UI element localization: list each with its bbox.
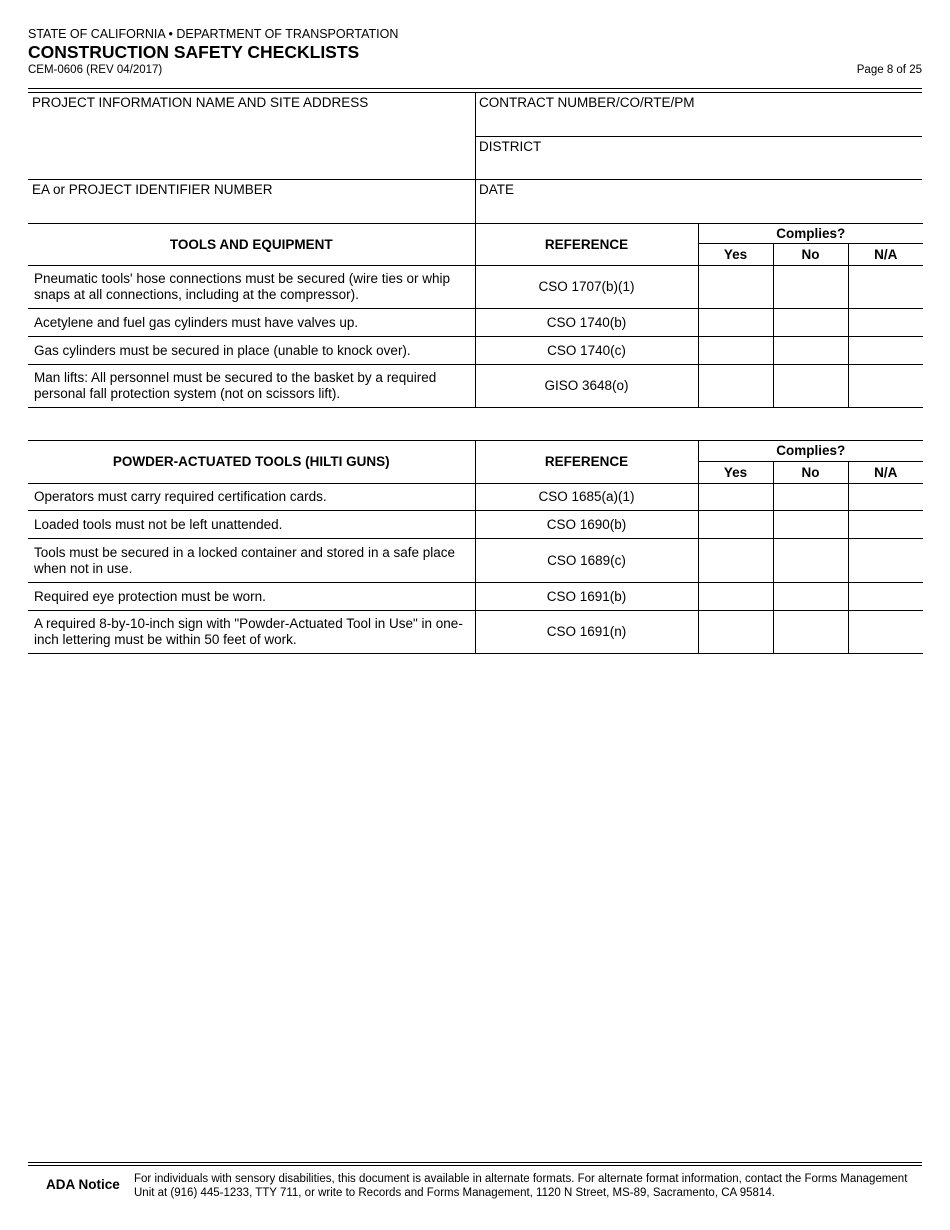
complies-heading: Complies? xyxy=(698,224,923,244)
ada-notice-label: ADA Notice xyxy=(46,1177,120,1192)
yes-checkbox[interactable] xyxy=(698,539,773,583)
no-checkbox[interactable] xyxy=(773,337,848,365)
powder-actuated-tools-table xyxy=(28,440,923,654)
no-heading: No xyxy=(773,244,848,266)
powder-tools-heading: POWDER-ACTUATED TOOLS (HILTI GUNS) xyxy=(28,441,475,484)
reference-code: CSO 1740(c) xyxy=(475,337,698,365)
contract-number-field[interactable]: CONTRACT NUMBER/CO/RTE/PM xyxy=(479,95,695,110)
table-row xyxy=(28,539,923,583)
requirement-text: Tools must be secured in a locked container and stored in a safe place when not in use. xyxy=(28,539,475,583)
na-checkbox[interactable] xyxy=(848,337,923,365)
reference-heading: REFERENCE xyxy=(475,224,698,266)
reference-code: CSO 1740(b) xyxy=(475,309,698,337)
na-checkbox[interactable] xyxy=(848,539,923,583)
no-checkbox[interactable] xyxy=(773,539,848,583)
na-checkbox[interactable] xyxy=(848,611,923,654)
yes-checkbox[interactable] xyxy=(698,583,773,611)
ada-notice-footer xyxy=(28,1162,922,1199)
requirement-text: Pneumatic tools' hose connections must be secured (wire ties or whip snaps at all connections, including at the compressor). xyxy=(28,266,475,309)
ada-notice-text: For individuals with sensory disabilities, this document is available in alternate formats. For alternate format information, contact the Forms Management Unit at (916) 445-1233, TTY 711, or write to Records and Forms Management, 1120 N Street, MS-89, Sacramento, CA 95814. xyxy=(134,1173,908,1199)
requirement-text: Man lifts: All personnel must be secured to the basket by a required personal fall protection system (not on scissors lift). xyxy=(28,365,475,408)
reference-code: CSO 1685(a)(1) xyxy=(475,484,698,511)
tools-equipment-table xyxy=(28,223,923,408)
requirement-text: Loaded tools must not be left unattended. xyxy=(28,511,475,539)
na-checkbox[interactable] xyxy=(848,266,923,309)
na-heading: N/A xyxy=(848,462,923,484)
date-field[interactable]: DATE xyxy=(479,182,515,197)
complies-heading: Complies? xyxy=(698,441,923,462)
page-number: Page 8 of 25 xyxy=(856,64,922,76)
form-header xyxy=(28,27,922,77)
na-checkbox[interactable] xyxy=(848,309,923,337)
requirement-text: A required 8-by-10-inch sign with "Powder-Actuated Tool in Use" in one-inch lettering must be within 50 feet of work. xyxy=(28,611,475,654)
table-row xyxy=(28,337,923,365)
requirement-text: Operators must carry required certification cards. xyxy=(28,484,475,511)
na-checkbox[interactable] xyxy=(848,365,923,408)
form-number: CEM-0606 (REV 04/2017) xyxy=(28,64,163,76)
yes-checkbox[interactable] xyxy=(698,365,773,408)
no-heading: No xyxy=(773,462,848,484)
yes-checkbox[interactable] xyxy=(698,484,773,511)
project-name-field[interactable]: PROJECT INFORMATION NAME AND SITE ADDRESS xyxy=(32,95,369,110)
yes-heading: Yes xyxy=(698,244,773,266)
reference-code: CSO 1707(b)(1) xyxy=(475,266,698,309)
na-checkbox[interactable] xyxy=(848,583,923,611)
yes-heading: Yes xyxy=(698,462,773,484)
reference-code: CSO 1690(b) xyxy=(475,511,698,539)
reference-code: CSO 1689(c) xyxy=(475,539,698,583)
yes-checkbox[interactable] xyxy=(698,337,773,365)
requirement-text: Gas cylinders must be secured in place (unable to knock over). xyxy=(28,337,475,365)
yes-checkbox[interactable] xyxy=(698,611,773,654)
agency-name: STATE OF CALIFORNIA • DEPARTMENT OF TRANSPORTATION xyxy=(28,27,399,41)
na-checkbox[interactable] xyxy=(848,511,923,539)
page-title: CONSTRUCTION SAFETY CHECKLISTS xyxy=(28,42,360,62)
yes-checkbox[interactable] xyxy=(698,266,773,309)
table-row xyxy=(28,484,923,511)
requirement-text: Required eye protection must be worn. xyxy=(28,583,475,611)
no-checkbox[interactable] xyxy=(773,309,848,337)
no-checkbox[interactable] xyxy=(773,511,848,539)
table-row xyxy=(28,309,923,337)
project-info-section xyxy=(28,93,922,224)
table-row xyxy=(28,266,923,309)
ea-number-field[interactable]: EA or PROJECT IDENTIFIER NUMBER xyxy=(32,182,273,197)
reference-code: GISO 3648(o) xyxy=(475,365,698,408)
reference-code: CSO 1691(b) xyxy=(475,583,698,611)
na-heading: N/A xyxy=(848,244,923,266)
na-checkbox[interactable] xyxy=(848,484,923,511)
yes-checkbox[interactable] xyxy=(698,309,773,337)
district-field[interactable]: DISTRICT xyxy=(479,139,542,154)
reference-heading: REFERENCE xyxy=(475,441,698,484)
no-checkbox[interactable] xyxy=(773,611,848,654)
requirement-text: Acetylene and fuel gas cylinders must have valves up. xyxy=(28,309,475,337)
tools-heading: TOOLS AND EQUIPMENT xyxy=(28,224,475,266)
table-row xyxy=(28,511,923,539)
table-row xyxy=(28,611,923,654)
reference-code: CSO 1691(n) xyxy=(475,611,698,654)
header-divider xyxy=(28,88,922,89)
no-checkbox[interactable] xyxy=(773,484,848,511)
table-row xyxy=(28,583,923,611)
no-checkbox[interactable] xyxy=(773,365,848,408)
table-row xyxy=(28,365,923,408)
yes-checkbox[interactable] xyxy=(698,511,773,539)
no-checkbox[interactable] xyxy=(773,266,848,309)
no-checkbox[interactable] xyxy=(773,583,848,611)
